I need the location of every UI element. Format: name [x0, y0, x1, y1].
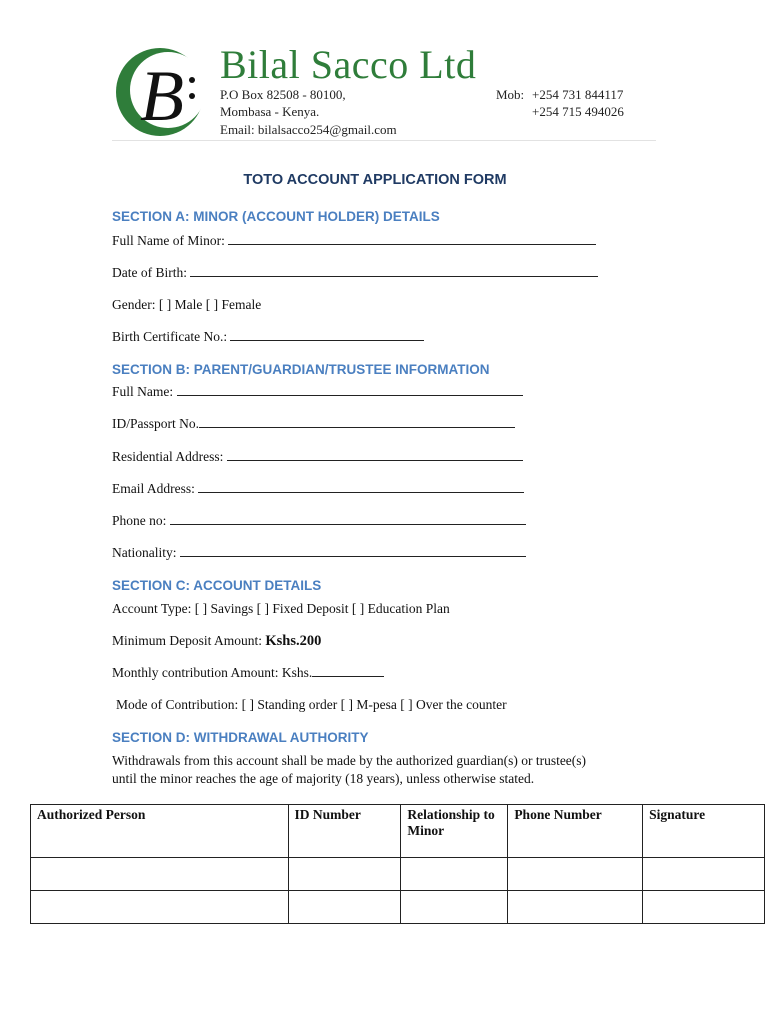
- email-address-label: Email Address:: [112, 481, 195, 496]
- id-passport-field[interactable]: [112, 415, 515, 433]
- withdrawal-line-1: Withdrawals from this account shall be made by the authorized guardian(s) or trustee(s): [112, 753, 587, 768]
- form-title: TOTO ACCOUNT APPLICATION FORM: [243, 172, 507, 188]
- dob-label: Date of Birth:: [112, 265, 187, 280]
- guardian-full-name-field[interactable]: [112, 383, 523, 401]
- withdrawal-line-2: until the minor reaches the age of majority (18 years), unless otherwise stated.: [112, 771, 535, 786]
- org-phones: [496, 86, 624, 120]
- phone-field[interactable]: [112, 512, 526, 530]
- table-cell[interactable]: [31, 858, 289, 891]
- nationality-label: Nationality:: [112, 545, 177, 560]
- phone-1: +254 731 844117: [532, 87, 624, 102]
- residential-address-blank[interactable]: [227, 448, 523, 461]
- phone-2: +254 715 494026: [532, 104, 624, 119]
- address-line-2: Mombasa - Kenya.: [220, 104, 320, 119]
- table-header-row: [31, 805, 765, 858]
- table-cell[interactable]: [31, 891, 289, 924]
- monthly-contribution-label: Monthly contribution Amount: Kshs.: [112, 665, 313, 680]
- birth-cert-blank[interactable]: [230, 328, 424, 341]
- id-passport-label: ID/Passport No.: [112, 416, 199, 431]
- section-a-heading: SECTION A: MINOR (ACCOUNT HOLDER) DETAILS: [112, 209, 440, 224]
- birth-cert-label: Birth Certificate No.:: [112, 329, 228, 344]
- dob-blank[interactable]: [190, 264, 598, 277]
- minor-full-name-label: Full Name of Minor:: [112, 233, 225, 248]
- phone-label: Phone no:: [112, 513, 167, 528]
- gender-field[interactable]: Gender: [ ] Male [ ] Female: [112, 297, 262, 312]
- nationality-field[interactable]: [112, 544, 526, 562]
- minor-full-name-blank[interactable]: [228, 232, 596, 245]
- mob-label: Mob:: [496, 87, 525, 102]
- monthly-contribution-blank[interactable]: [312, 664, 384, 677]
- table-cell[interactable]: [508, 891, 643, 924]
- section-c-heading: SECTION C: ACCOUNT DETAILS: [112, 578, 322, 593]
- table-cell[interactable]: [401, 891, 508, 924]
- org-address: [220, 86, 346, 120]
- address-line-1: P.O Box 82508 - 80100,: [220, 87, 346, 102]
- svg-text:B: B: [140, 56, 184, 136]
- section-b-heading: SECTION B: PARENT/GUARDIAN/TRUSTEE INFORMATION: [112, 362, 490, 377]
- letterhead: [112, 42, 656, 141]
- table-row: [31, 891, 765, 924]
- table-cell[interactable]: [288, 858, 401, 891]
- table-cell[interactable]: [508, 858, 643, 891]
- col-authorized-person: Authorized Person: [31, 805, 289, 858]
- section-d-heading: SECTION D: WITHDRAWAL AUTHORITY: [112, 730, 369, 745]
- nationality-blank[interactable]: [180, 544, 526, 557]
- residential-address-field[interactable]: [112, 448, 523, 466]
- org-email: Email: bilalsacco254@gmail.com: [220, 122, 397, 137]
- min-deposit-label: Minimum Deposit Amount:: [112, 633, 263, 648]
- min-deposit-row: [112, 632, 321, 650]
- table-cell[interactable]: [643, 858, 765, 891]
- withdrawal-paragraph: [112, 752, 652, 788]
- col-relationship: Relationship to Minor: [401, 805, 508, 858]
- email-address-blank[interactable]: [198, 480, 524, 493]
- phone-blank[interactable]: [170, 512, 526, 525]
- col-signature: Signature: [643, 805, 765, 858]
- contribution-mode-field[interactable]: Mode of Contribution: [ ] Standing order [ ] M-pesa [ ] Over the counter: [116, 697, 507, 712]
- residential-address-label: Residential Address:: [112, 449, 224, 464]
- table-cell[interactable]: [643, 891, 765, 924]
- email-address-field[interactable]: [112, 480, 524, 498]
- table-cell[interactable]: [288, 891, 401, 924]
- table-cell[interactable]: [401, 858, 508, 891]
- col-phone-number: Phone Number: [508, 805, 643, 858]
- guardian-full-name-blank[interactable]: [177, 383, 523, 396]
- guardian-full-name-label: Full Name:: [112, 384, 174, 399]
- org-name: Bilal Sacco Ltd: [220, 42, 477, 87]
- authorized-persons-table: [30, 804, 765, 924]
- account-type-field[interactable]: Account Type: [ ] Savings [ ] Fixed Deposit [ ] Education Plan: [112, 601, 450, 616]
- min-deposit-value: Kshs.200: [265, 633, 322, 649]
- dob-field[interactable]: [112, 264, 598, 282]
- monthly-contribution-field[interactable]: [112, 664, 384, 682]
- minor-full-name-field[interactable]: [112, 232, 596, 250]
- id-passport-blank[interactable]: [199, 415, 515, 428]
- birth-cert-field[interactable]: [112, 328, 424, 346]
- col-id-number: ID Number: [288, 805, 401, 858]
- table-row: [31, 858, 765, 891]
- sacco-logo-icon: [112, 44, 206, 140]
